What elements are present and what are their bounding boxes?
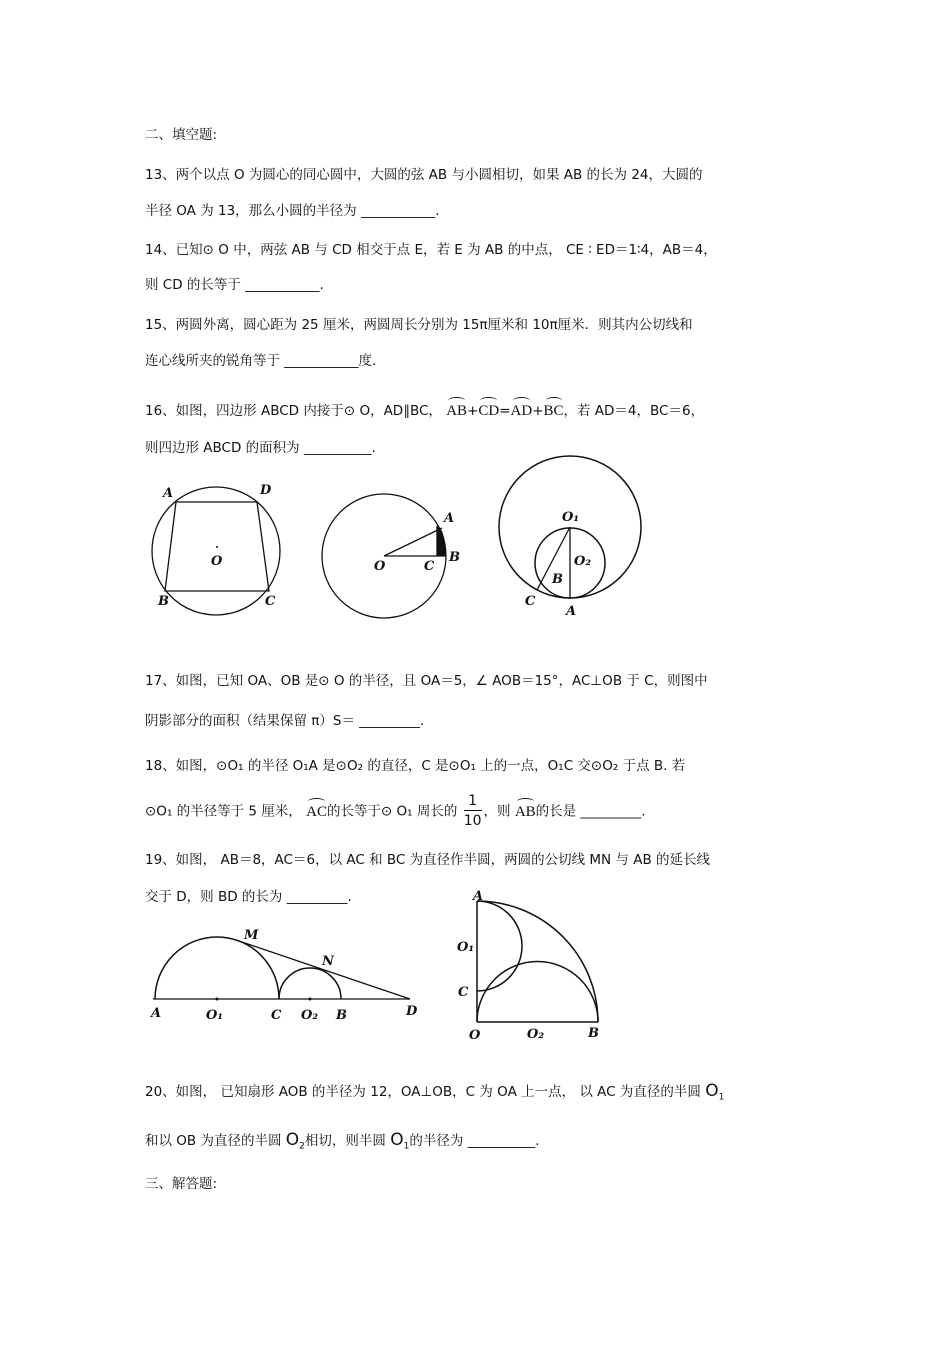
label-a: A <box>163 486 174 501</box>
dot-o1 <box>216 998 219 1001</box>
q14-line1: 14、已知⊙ O 中，两弦 AB 与 CD 相交于点 E，若 E 为 AB 的中点， CE ∶ ED＝1∶4，AB＝4， <box>145 242 717 258</box>
fraction-numerator: 1 <box>464 792 482 811</box>
label-b: B <box>449 550 460 565</box>
label-a: A <box>444 511 455 526</box>
label-o1: O₁ <box>562 510 580 525</box>
q15-line1: 15、两圆外离，圆心距为 25 厘米，两圆周长分别为 15π厘米和 10π厘米．则其内公切线和 <box>145 317 693 333</box>
q20-text-post: 的半径为 __________. <box>409 1133 540 1149</box>
label-a: A <box>473 889 484 904</box>
label-b: B <box>158 594 169 609</box>
q20-text-pre: 20、如图， 已知扇形 AOB 的半径为 12，OA⊥OB，C 为 OA 上一点， 以 AC 为直径的半圆 <box>145 1084 701 1100</box>
q14-line2: 则 CD 的长等于 ___________. <box>145 277 324 293</box>
center-dot <box>216 546 218 548</box>
arc-ac: AC <box>306 803 327 820</box>
label-o: O <box>211 554 223 569</box>
q16-text-post: ，若 AD＝4，BC＝6， <box>563 403 705 419</box>
figure-nested-circles <box>492 455 652 620</box>
label-a: A <box>566 604 577 619</box>
section2-title: 二、填空题: <box>145 127 218 143</box>
label-b: B <box>588 1026 599 1041</box>
tangent-md <box>236 940 410 999</box>
label-o1: O₁ <box>457 940 475 955</box>
q20-text-pre2: 和以 OB 为直径的半圆 <box>145 1133 282 1149</box>
section3-title: 三、解答题: <box>145 1176 218 1192</box>
q20-text-mid: 相切，则半圆 <box>304 1133 386 1149</box>
q20-line2 <box>145 1131 539 1156</box>
q18-text-pre: ⊙O₁ 的半径等于 5 厘米， <box>145 803 302 820</box>
q20-o2-sub: 2 <box>299 1141 305 1152</box>
q20-o1: O <box>705 1081 719 1101</box>
q20-o1b-sub: 1 <box>403 1141 410 1152</box>
label-c: C <box>265 594 276 609</box>
label-d: D <box>260 483 272 498</box>
circle-o <box>152 487 280 615</box>
arc-bc: BC <box>543 403 564 419</box>
q20-line1 <box>145 1082 724 1107</box>
label-m: M <box>244 928 259 943</box>
arc-ab: AB <box>446 403 468 419</box>
q16-line2: 则四边形 ABCD 的面积为 __________. <box>145 440 376 456</box>
semicircle-ac <box>477 901 522 991</box>
label-o: O <box>469 1028 481 1043</box>
label-o2: O₂ <box>301 1008 319 1023</box>
q13-line1: 13、两个以点 O 为圆心的同心圆中，大圆的弦 AB 与小圆相切，如果 AB 的长为 24，大圆的 <box>145 167 703 183</box>
q18-text-mid2: ，则 <box>483 803 511 820</box>
label-o1: O₁ <box>206 1008 224 1023</box>
label-c: C <box>424 559 435 574</box>
dot-o2 <box>309 998 312 1001</box>
fraction-one-tenth <box>464 792 482 831</box>
q17-line2: 阴影部分的面积（结果保留 π）S＝ _________. <box>145 713 425 729</box>
figure-shaded-sector <box>318 488 468 623</box>
fraction-denominator: 10 <box>463 813 482 829</box>
q13-line2: 半径 OA 为 13，那么小圆的半径为 ___________. <box>145 203 440 219</box>
figure-cyclic-quadrilateral <box>145 478 295 618</box>
q19-line1: 19、如图， AB＝8，AC＝6，以 AC 和 BC 为直径作半圆，两圆的公切线 MN 与 AB 的延长线 <box>145 852 711 868</box>
q18-line1: 18、如图，⊙O₁ 的半径 O₁A 是⊙O₂ 的直径，C 是⊙O₁ 上的一点，O₁C 交⊙O₂ 于点 B. 若 <box>145 758 686 774</box>
q19-line2: 交于 D，则 BD 的长为 _________. <box>145 889 352 905</box>
arc-ab-q18: AB <box>514 803 536 820</box>
figure-semicircles-tangent <box>140 915 430 1030</box>
semicircle-ob <box>477 962 598 1022</box>
q16-text-pre: 16、如图，四边形 ABCD 内接于⊙ O，AD∥BC， <box>145 403 442 419</box>
q17-line1: 17、如图，已知 OA、OB 是⊙ O 的半径，且 OA＝5，∠ AOB＝15°，AC⊥OB 于 C，则图中 <box>145 673 708 689</box>
q18-text-mid: 的长等于⊙ O₁ 周长的 <box>326 803 458 820</box>
label-c: C <box>458 985 469 1000</box>
q20-o1b: O <box>390 1130 404 1150</box>
label-a: A <box>151 1006 162 1021</box>
label-b: B <box>552 572 563 587</box>
label-d: D <box>406 1004 418 1019</box>
q18-line2 <box>145 792 646 831</box>
q20-o2: O <box>285 1130 300 1150</box>
label-b: B <box>336 1008 347 1023</box>
label-n: N <box>322 954 334 969</box>
q20-o1-sub: 1 <box>718 1092 725 1103</box>
label-c: C <box>271 1008 282 1023</box>
q18-text-post: 的长是 _________. <box>535 803 646 820</box>
arc-ad: AD <box>510 403 533 419</box>
figure-sector-semicircles <box>452 888 612 1048</box>
label-c: C <box>525 594 536 609</box>
label-o2: O₂ <box>527 1027 545 1042</box>
q15-line2: 连心线所夹的锐角等于 ___________度. <box>145 353 377 369</box>
label-o: O <box>374 559 386 574</box>
arc-cd: CD <box>478 403 500 419</box>
segment-oa <box>384 528 442 556</box>
q16-line1: 16、如图，四边形 ABCD 内接于⊙ O，AD∥BC， AB+CD=AD+BC，若 AD＝4，BC＝6， <box>145 403 705 419</box>
semicircle-ac <box>155 937 279 999</box>
label-o2: O₂ <box>574 554 592 569</box>
